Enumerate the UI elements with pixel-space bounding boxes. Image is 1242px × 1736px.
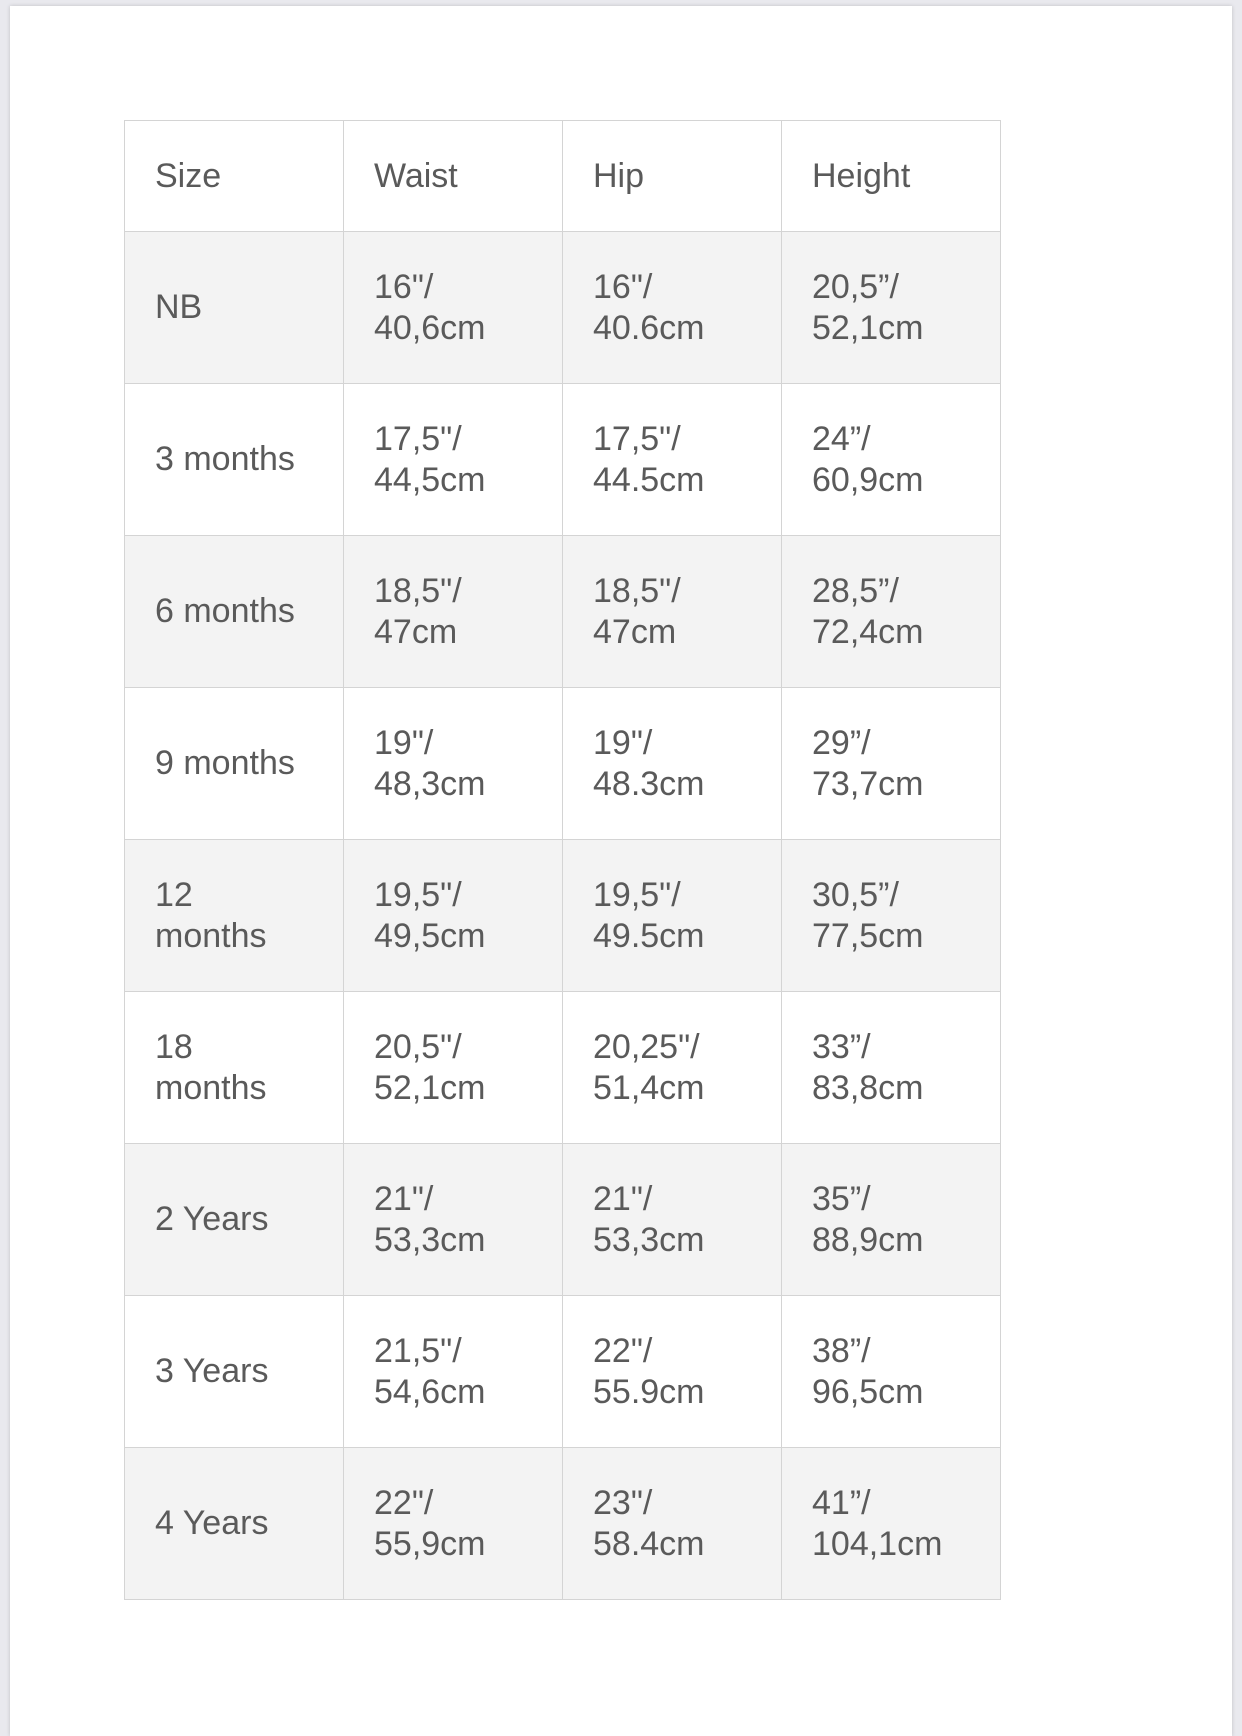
table-row	[125, 1144, 1001, 1296]
header-height: Height	[782, 121, 1001, 232]
height-cell: 38”/ 96,5cm	[782, 1296, 1001, 1448]
hip-cell: 16"/ 40.6cm	[563, 232, 782, 384]
height-cell: 41”/ 104,1cm	[782, 1448, 1001, 1600]
size-cell: 9 months	[125, 688, 344, 840]
table-row	[125, 1448, 1001, 1600]
height-cell: 30,5”/ 77,5cm	[782, 840, 1001, 992]
height-cell: 29”/ 73,7cm	[782, 688, 1001, 840]
size-cell: 4 Years	[125, 1448, 344, 1600]
waist-cell: 18,5"/ 47cm	[344, 536, 563, 688]
hip-cell: 22"/ 55.9cm	[563, 1296, 782, 1448]
document-page	[10, 6, 1232, 1736]
hip-cell: 19,5"/ 49.5cm	[563, 840, 782, 992]
waist-cell: 21,5"/ 54,6cm	[344, 1296, 563, 1448]
header-waist: Waist	[344, 121, 563, 232]
table-row	[125, 840, 1001, 992]
hip-cell: 18,5"/ 47cm	[563, 536, 782, 688]
table-row	[125, 536, 1001, 688]
hip-cell: 20,25"/ 51,4cm	[563, 992, 782, 1144]
size-cell: 2 Years	[125, 1144, 344, 1296]
height-cell: 24”/ 60,9cm	[782, 384, 1001, 536]
table-row	[125, 1296, 1001, 1448]
waist-cell: 21"/ 53,3cm	[344, 1144, 563, 1296]
hip-cell: 17,5"/ 44.5cm	[563, 384, 782, 536]
size-cell: 12 months	[125, 840, 344, 992]
size-cell: 3 Years	[125, 1296, 344, 1448]
height-cell: 28,5”/ 72,4cm	[782, 536, 1001, 688]
height-cell: 20,5”/ 52,1cm	[782, 232, 1001, 384]
size-cell: 18 months	[125, 992, 344, 1144]
waist-cell: 19"/ 48,3cm	[344, 688, 563, 840]
height-cell: 33”/ 83,8cm	[782, 992, 1001, 1144]
header-size: Size	[125, 121, 344, 232]
hip-cell: 19"/ 48.3cm	[563, 688, 782, 840]
hip-cell: 23"/ 58.4cm	[563, 1448, 782, 1600]
size-cell: 3 months	[125, 384, 344, 536]
size-chart-table	[124, 120, 1001, 1600]
height-cell: 35”/ 88,9cm	[782, 1144, 1001, 1296]
size-cell: 6 months	[125, 536, 344, 688]
table-header-row	[125, 121, 1001, 232]
size-cell: NB	[125, 232, 344, 384]
waist-cell: 17,5"/ 44,5cm	[344, 384, 563, 536]
waist-cell: 22"/ 55,9cm	[344, 1448, 563, 1600]
hip-cell: 21"/ 53,3cm	[563, 1144, 782, 1296]
header-hip: Hip	[563, 121, 782, 232]
table-row	[125, 232, 1001, 384]
table-row	[125, 992, 1001, 1144]
waist-cell: 16"/ 40,6cm	[344, 232, 563, 384]
waist-cell: 20,5"/ 52,1cm	[344, 992, 563, 1144]
table-row	[125, 384, 1001, 536]
waist-cell: 19,5"/ 49,5cm	[344, 840, 563, 992]
table-row	[125, 688, 1001, 840]
